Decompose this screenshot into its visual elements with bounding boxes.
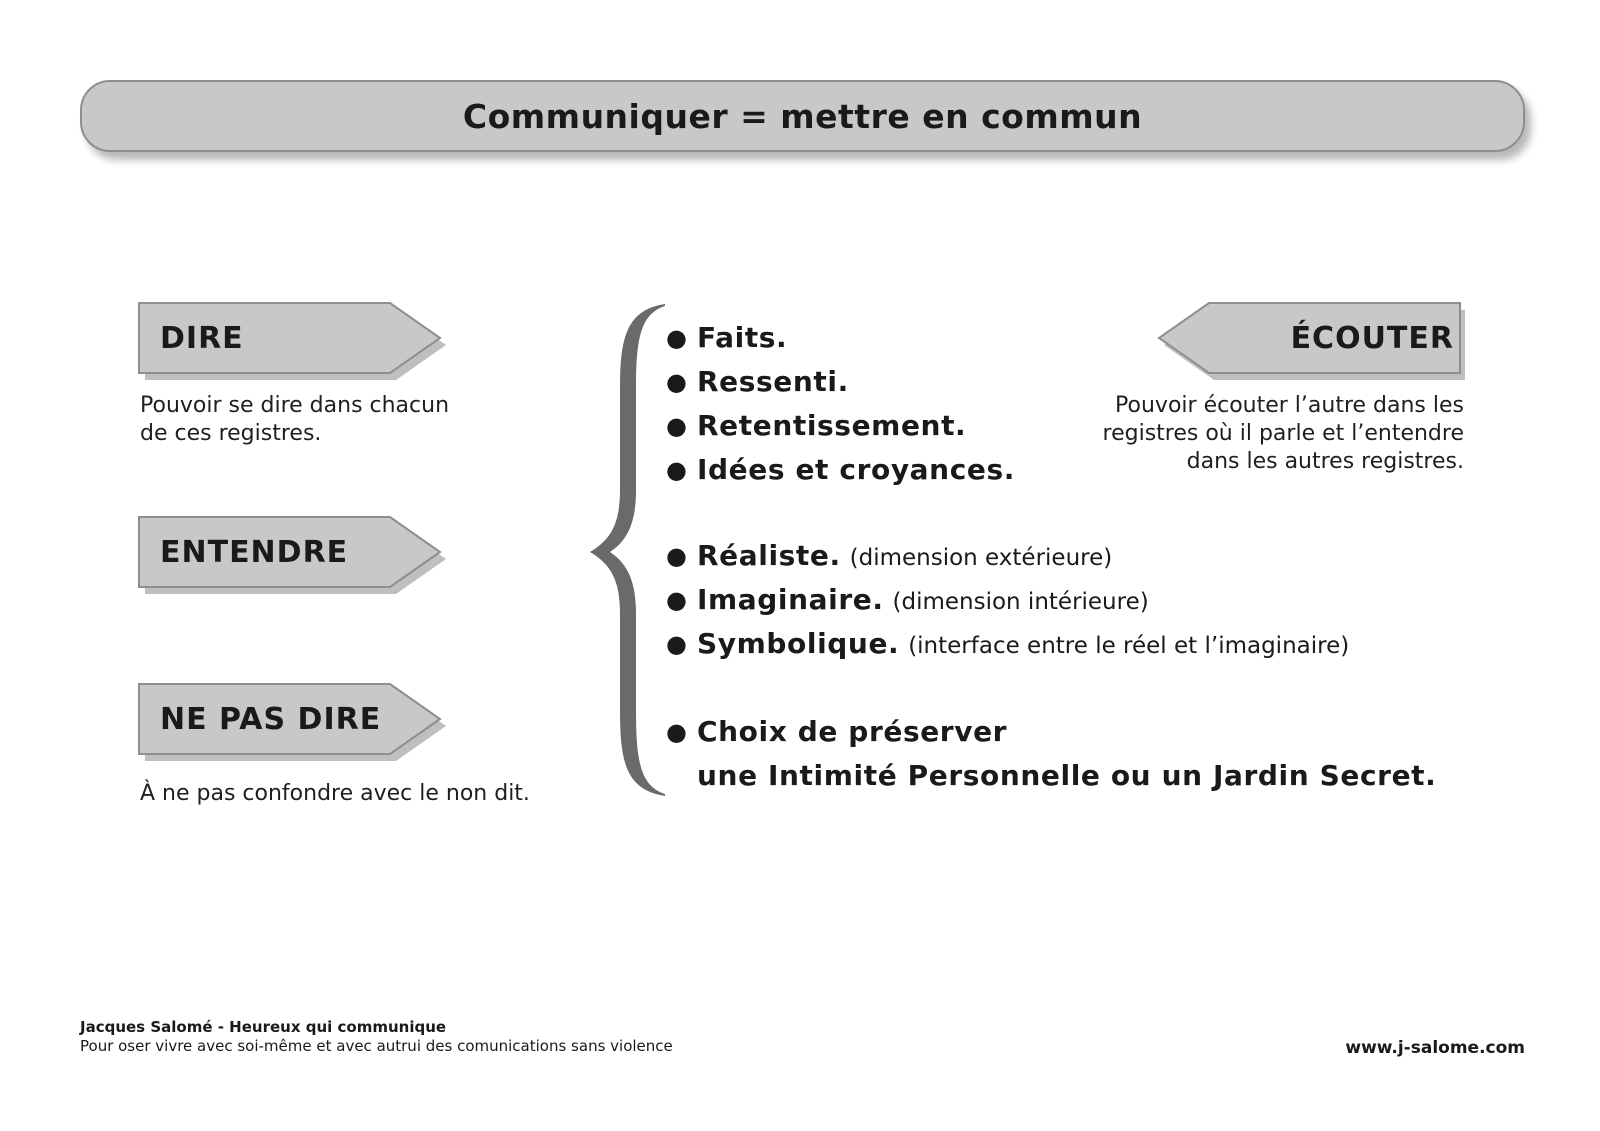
dire-arrow — [138, 302, 458, 382]
bullet-icon: ● — [666, 630, 687, 658]
list-item — [668, 534, 1349, 578]
item-bold: Choix de préserver — [697, 715, 1008, 748]
item-bold: Idées et croyances. — [697, 453, 1015, 486]
bullet-icon: ● — [666, 456, 687, 484]
list-item — [668, 360, 1015, 404]
item-bold: Ressenti. — [697, 365, 849, 398]
list-item — [668, 578, 1349, 622]
bullet-icon: ● — [666, 586, 687, 614]
item-note: (dimension extérieure) — [849, 545, 1113, 571]
item-bold: Retentissement. — [697, 409, 967, 442]
ecouter-arrow — [1158, 302, 1478, 382]
registers-list-2 — [668, 534, 1349, 666]
page-title: Communiquer = mettre en commun — [462, 96, 1143, 136]
item-bold: Réaliste. — [697, 539, 841, 572]
list-item-continuation — [668, 754, 1436, 798]
ecouter-description — [1103, 392, 1464, 476]
item-bold: Symbolique. — [697, 627, 900, 660]
entendre-arrow — [138, 516, 458, 596]
bullet-icon: ● — [666, 718, 687, 746]
bullet-icon: ● — [666, 324, 687, 352]
item-bold: Imaginaire. — [697, 583, 884, 616]
dire-desc-line1: Pouvoir se dire dans chacun — [140, 393, 450, 418]
registers-list-1 — [668, 316, 1015, 492]
dire-description — [140, 392, 449, 448]
ecouter-desc-line3: dans les autres registres. — [1186, 449, 1464, 474]
list-item — [668, 316, 1015, 360]
bullet-icon: ● — [666, 368, 687, 396]
ecouter-label: ÉCOUTER — [1290, 320, 1454, 356]
title-bar — [80, 80, 1525, 152]
ne-pas-dire-label: NE PAS DIRE — [160, 701, 382, 737]
list-item — [668, 404, 1015, 448]
ecouter-desc-line2: registres où il parle et l’entendre — [1102, 421, 1464, 446]
curly-brace — [590, 300, 670, 800]
footer-author: Jacques Salomé - Heureux qui communique — [80, 1018, 447, 1036]
list-item — [668, 448, 1015, 492]
dire-desc-line2: de ces registres. — [140, 421, 322, 446]
footer-url[interactable]: www.j-salome.com — [1345, 1038, 1525, 1058]
item-note: (interface entre le réel et l’imaginaire) — [908, 633, 1350, 659]
list-item — [668, 710, 1436, 754]
entendre-label: ENTENDRE — [160, 534, 349, 570]
registers-list-3 — [668, 710, 1436, 798]
dire-label: DIRE — [160, 320, 244, 356]
bullet-icon: ● — [666, 412, 687, 440]
bullet-icon: ● — [666, 542, 687, 570]
item-bold: une Intimité Personnelle ou un Jardin Secret. — [697, 759, 1437, 792]
list-item — [668, 622, 1349, 666]
ne-pas-dire-arrow — [138, 683, 458, 763]
ne-pas-dire-description: À ne pas confondre avec le non dit. — [140, 781, 530, 806]
item-note: (dimension intérieure) — [892, 589, 1149, 615]
item-bold: Faits. — [697, 321, 788, 354]
ecouter-desc-line1: Pouvoir écouter l’autre dans les — [1115, 393, 1464, 418]
footer-subtitle: Pour oser vivre avec soi-même et avec autrui des comunications sans violence — [80, 1037, 673, 1055]
